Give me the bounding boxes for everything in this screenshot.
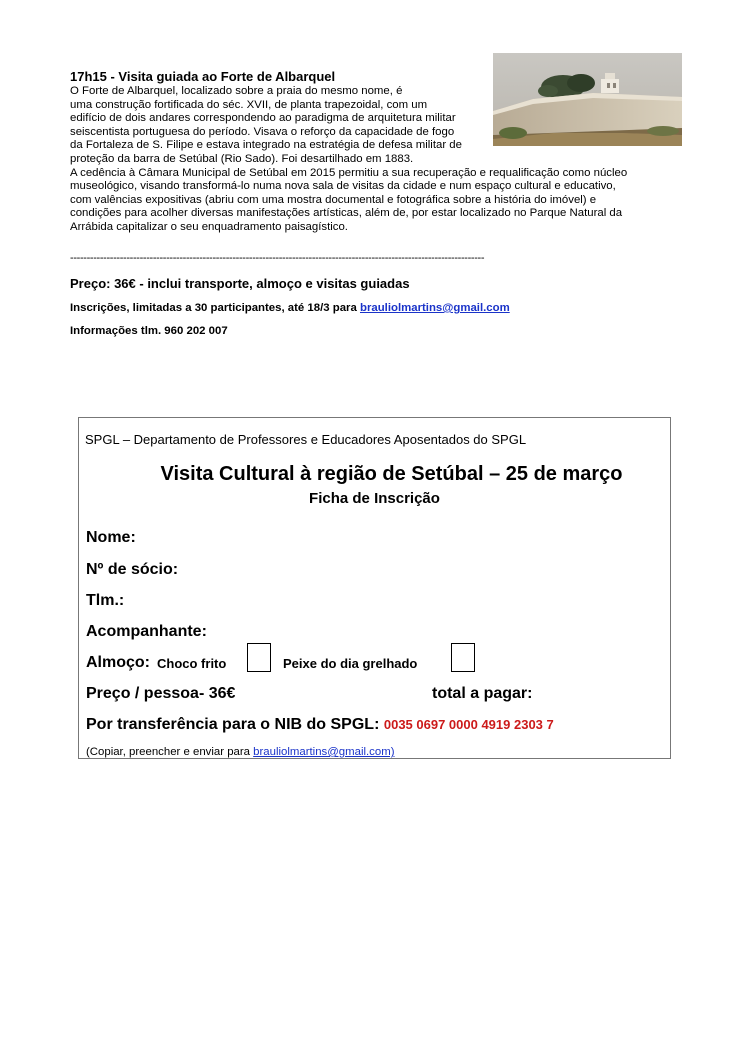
phone-label: Tlm.: [86,592,125,609]
lunch-option-peixe: Peixe do dia grelhado [283,656,418,671]
event-description-line: seiscentista portuguesa do período. Visava o reforço da capacidade de fogo [70,125,455,138]
checkbox-peixe-grelhado[interactable] [451,643,475,672]
form-organization: SPGL – Departamento de Professores e Educadores Aposentados do SPGL [85,432,527,447]
dashed-separator: ----------------------------------------------------------------------------------------------------------------------------- [70,252,485,264]
event-description-line: museológico, visando transformá-lo numa nova sala de visitas da cidade e num espaço cultural e educativo, [70,180,616,193]
total-to-pay-label: total a pagar: [432,685,533,702]
price-info: Preço: 36€ - inclui transporte, almoço e visitas guiadas [70,276,410,291]
checkbox-choco-frito[interactable] [247,643,271,672]
event-description-line: edifício de dois andares correspondendo ao paradigma de arquitetura militar [70,112,456,125]
event-description-line: O Forte de Albarquel, localizado sobre a praia do mesmo nome, é [70,85,403,97]
price-per-person: Preço / pessoa- 36€ [86,685,236,702]
companion-label: Acompanhante: [86,623,207,640]
event-description-line: com valências expositivas (abriu com uma mostra documental e fotográfica sobre a história do imóvel) e [70,193,597,206]
lunch-option-choco: Choco frito [157,656,227,671]
footer-text: (Copiar, preencher e enviar para [86,746,254,758]
event-description-line: A cedência à Câmara Municipal de Setúbal em 2015 permitiu a sua recuperação e requalificação como núcleo [70,166,628,179]
contact-info: Informações tlm. 960 202 007 [70,325,228,337]
form-footer [86,746,394,758]
form-title: Visita Cultural à região de Setúbal – 25 de março [160,463,623,485]
signup-email-link[interactable]: brauliolmartins@gmail.com [359,302,510,314]
event-description-line: condições para acolher diversas manifestações artísticas, além de, por estar localizado no Parque Natural da [70,207,623,220]
signup-info [70,302,510,314]
name-field-label: Nome: [86,529,136,546]
footer-email-link[interactable]: brauliolmartins@gmail.com) [253,746,395,758]
transfer-label: Por transferência para o NIB do SPGL: [86,716,380,733]
event-description-line: da Fortaleza de S. Filipe e estava integrado na estratégia de defesa militar de [70,139,462,152]
event-description-line: uma construção fortificada do séc. XVII, de planta trapezoidal, com um [70,98,428,111]
event-description-line: Arrábida capitalizar o seu enquadramento paisagístico. [70,221,348,233]
fort-photo [493,53,682,146]
nib-number: 0035 0697 0000 4919 2303 7 [383,717,554,732]
event-title: 17h15 - Visita guiada ao Forte de Albarquel [70,69,336,84]
lunch-label: Almoço: [86,654,150,671]
fort-photo-image [493,53,682,146]
event-description-line: proteção da barra de Setúbal (Rio Sado). Foi desartilhado em 1883. [70,153,414,165]
transfer-info [86,716,554,734]
member-number-label: Nº de sócio: [86,561,179,578]
signup-text: Inscrições, limitadas a 30 participantes, até 18/3 para [70,302,360,314]
form-subtitle: Ficha de Inscrição [309,490,440,507]
